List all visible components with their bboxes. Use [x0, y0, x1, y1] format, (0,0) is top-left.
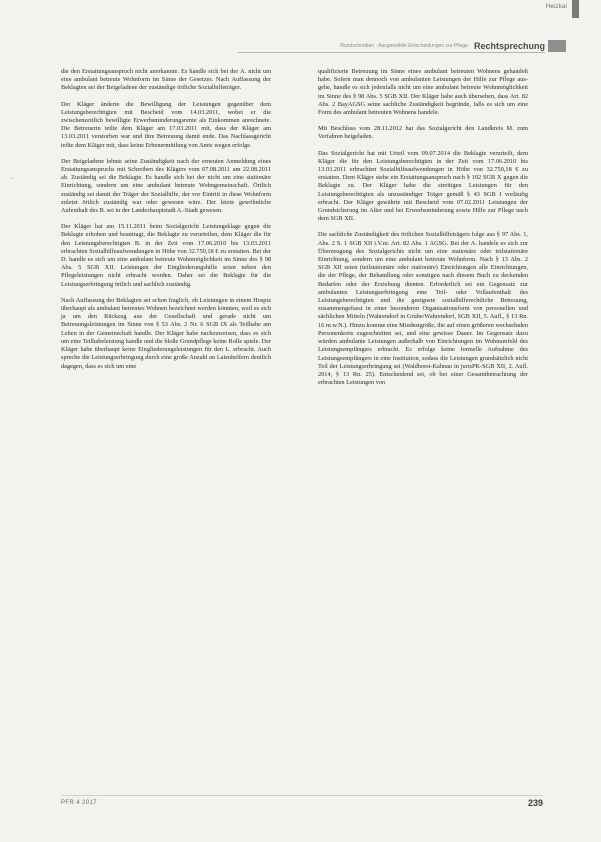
running-label: Heizkal	[545, 4, 567, 10]
left-paragraph-4: Der Kläger hat am 15.11.2011 beim Sozialgericht Leistungsklage gegen die Beklagte erhoben und beantragt, die Beklagte zu verurteilen, dem Kläger die für den Leistungsberechtigten B. in der Zeit vom 17.06.2010 bis 13.03.2011 erbrachten Sozialhilfeaufwendungen in Höhe von 32.750,18 € zu erstatten. Bei der D. handle es sich um eine ambulant betreute Wohnmöglichkeit im Sinne des § 98 Abs. 5 SGB XII. Leistungen der Eingliederungshilfe seien neben den Pflegeleistungen nicht erbracht worden. Daher sei die Beklagte für die Leistungserbringung örtlich und sachlich zuständig.	[61, 223, 271, 288]
right-paragraph-4: Die sachliche Zuständigkeit des örtlichen Sozialhilfeträgers folge aus § 97 Abs. 1, Abs. 2 S. 1 SGB XII i.V.m. Art. 82 Abs. 1 AGSG. Bei der A. handele es sich zur Überzeugung des Sozialgerichts nicht um eine stationäre oder teilstationäre Einrichtung, sondern um eine ambulant betreute Wohnform. Nach § 13 Abs. 2 SGB XII seien (teilstationäre oder stationäre) Einrichtungen alle Einrichtungen, die der Pflege, der Behandlung oder sonstigen nach diesem Buch zu deckenden Bedarfen oder der Erziehung dienten. Erforderlich sei ein Gegensatz zur ambulanten Leistungserbringung eine Teil- oder Vollaufenthalt des Leistungsberechtigten und die geeignete sozialhilferechtliche Betreuung, zusammengefasst in einer besonderen Organisationsform von personellen und sächlichen Mitteln (Wahrendorf in Grube/Wahrendorf, SGB XII, 5. Aufl., § 13 Rn. 16 m.w.N.). Hinzu komme eine Mindestgröße, die auf einen größeren wechselnden Personenkreis zugeschnitten sei, und eine gewisse Dauer. Im Gegensatz dazu würden ambulante Leistungen außerhalb von Einrichtungen im Wohnumfeld des Leistungsempfängers erbracht. Es erfolge keine formelle Aufnahme des Leistungsempfängers in eine Institution, sodass die Leistungen grundsätzlich nicht Teil der Leistungserbringung sei (Waldhorst-Kahnau in jurisPK-SGB XII, 2. Aufl. 2014, § 13 Rn. 25). Entscheidend sei, ob bei einer Gesamtbetrachtung der erbrachten Leistungen von	[318, 231, 528, 387]
page-footer	[61, 795, 543, 810]
right-paragraph-1: qualifizierte Betreuung im Sinne eines ambulant betreuten Wohnens gehandelt habe. Sofern man dennoch von ambulanten Leistungen der Hilfe zur Pflege ausgehe, handle es sich jedenfalls nicht um eine ambulant betreute Wohnmöglichkeit im Sinne des § 98 Abs. 5 SGB XII. Der Kläger habe auch übersehen, dass Art. 82 Abs. 2 BayAGSG seine sachliche Zuständigkeit begründe, falls es sich um eine Form des ambulant betreuten Wohnens handele.	[318, 68, 528, 117]
margin-mark: –	[10, 176, 14, 182]
header-subtitle: Rundschreiben · Ausgewählte Entscheidungen zur Pflege	[340, 43, 468, 49]
page-number: 239	[527, 798, 543, 808]
right-paragraph-3: Das Sozialgericht hat mit Urteil vom 09.07.2014 die Beklagte verurteilt, dem Kläger die für den Leistungsberechtigten in der Zeit vom 17.06.2010 bis 13.03.2011 erbrachten Sozialhilfeaufwendungen in Höhe von 32.750,18 € zu erstatten. Dem Kläger stehe ein Erstattungsanspruch nach § 102 SGB X gegen die Beklagte zu. Der Kläger habe die streitigen Leistungen für den Leistungsberechtigten als unzuständiger Träger gemäß § 43 SGB I vorläufig erbracht. Der Kläger gewährte mit Bescheid vom 07.02.2011 Leistungen der Grundsicherung im Alter und bei Erwerbsminderung sowie Hilfe zur Pflege nach dem SGB XII.	[318, 149, 528, 223]
header-color-block	[548, 40, 566, 52]
left-column	[61, 68, 271, 379]
journal-issue: PFR 4 2017	[61, 800, 98, 806]
section-title: Rechtsprechung	[473, 41, 545, 51]
left-paragraph-5: Nach Auffassung der Beklagten sei schon fraglich, ob Leistungen in einem Hospiz überhaupt als ambulant betreutes Wohnen bezeichnet werden könnten, weil es sich ja um den Rückzug aus der Gesellschaft und gerade nicht um Betreuungsleistungen im Sinne von § 53 Abs. 2 Nr. 6 SGB IX als Teilhabe am Leben in der Gemeinschaft handle. Der Kläger habe nachzuweisen, dass es sich um eine Teilhabeleistung handle und die bloße Grundpflege keine Rolle spiele. Der Kläger habe überhaupt keine Eingliederungsleistungen für den L. erbracht. Auch spreche die Leistungserbringung durch eine große Anzahl an Laienhelfern deutlich dagegen, dass es sich um eine	[61, 296, 271, 370]
left-paragraph-2: Der Kläger änderte die Bewilligung der Leistungen gegenüber dem Leistungsberechtigten mit Bescheid vom 14.03.2011, wobei er die zwischenzeitlich bewilligte Erwerbsminderungsrente als Einkommen anrechnete. Die Betreuerin teilte dem Kläger am 17.03.2011 mit, dass der Kläger am 13.03.2011 verstorben war und ihre Betreuung damit ende. Das Nachlassgericht teilte dem Kläger mit, dass keine Erbenermittlung von Amts wegen erfolge.	[61, 100, 271, 149]
right-paragraph-2: Mit Beschluss vom 28.11.2012 hat das Sozialgericht den Landkreis M. zum Verfahren beigeladen.	[318, 125, 528, 141]
left-paragraph-1: die den Erstattungsanspruch nicht anerkannte. Es handle sich bei der A. nicht um eine ambulant betreute Wohnform im Sinne der Gesetzes. Nach Auffassung der Beklagten sei der Beigeladene der zuständige örtliche Sozialhilfeträger.	[61, 68, 271, 92]
section-header	[238, 40, 545, 53]
right-column	[318, 68, 528, 395]
left-paragraph-3: Der Beigeladene lehnte seine Zuständigkeit nach der erneuten Anmeldung eines Erstattungsanspruchs mit Schreiben des Klägers vom 07.08.2011 am 22.08.2011 ab. Zuständig sei die Beklagte. Es handle sich bei der nicht um eine stationäre Einrichtung, sondern um eine ambulant betreute Wohngemeinschaft. Örtlich zuständig sei damit der Träger der Sozialhilfe, der vor Eintritt in diese Wohnform zuletzt örtlich zuständig war oder gewesen wäre. Der letzte gewöhnliche Aufenthalt des B. sei in der Landeshauptstadt A.-Stadt gewesen.	[61, 157, 271, 215]
corner-tab-marker	[572, 0, 579, 18]
